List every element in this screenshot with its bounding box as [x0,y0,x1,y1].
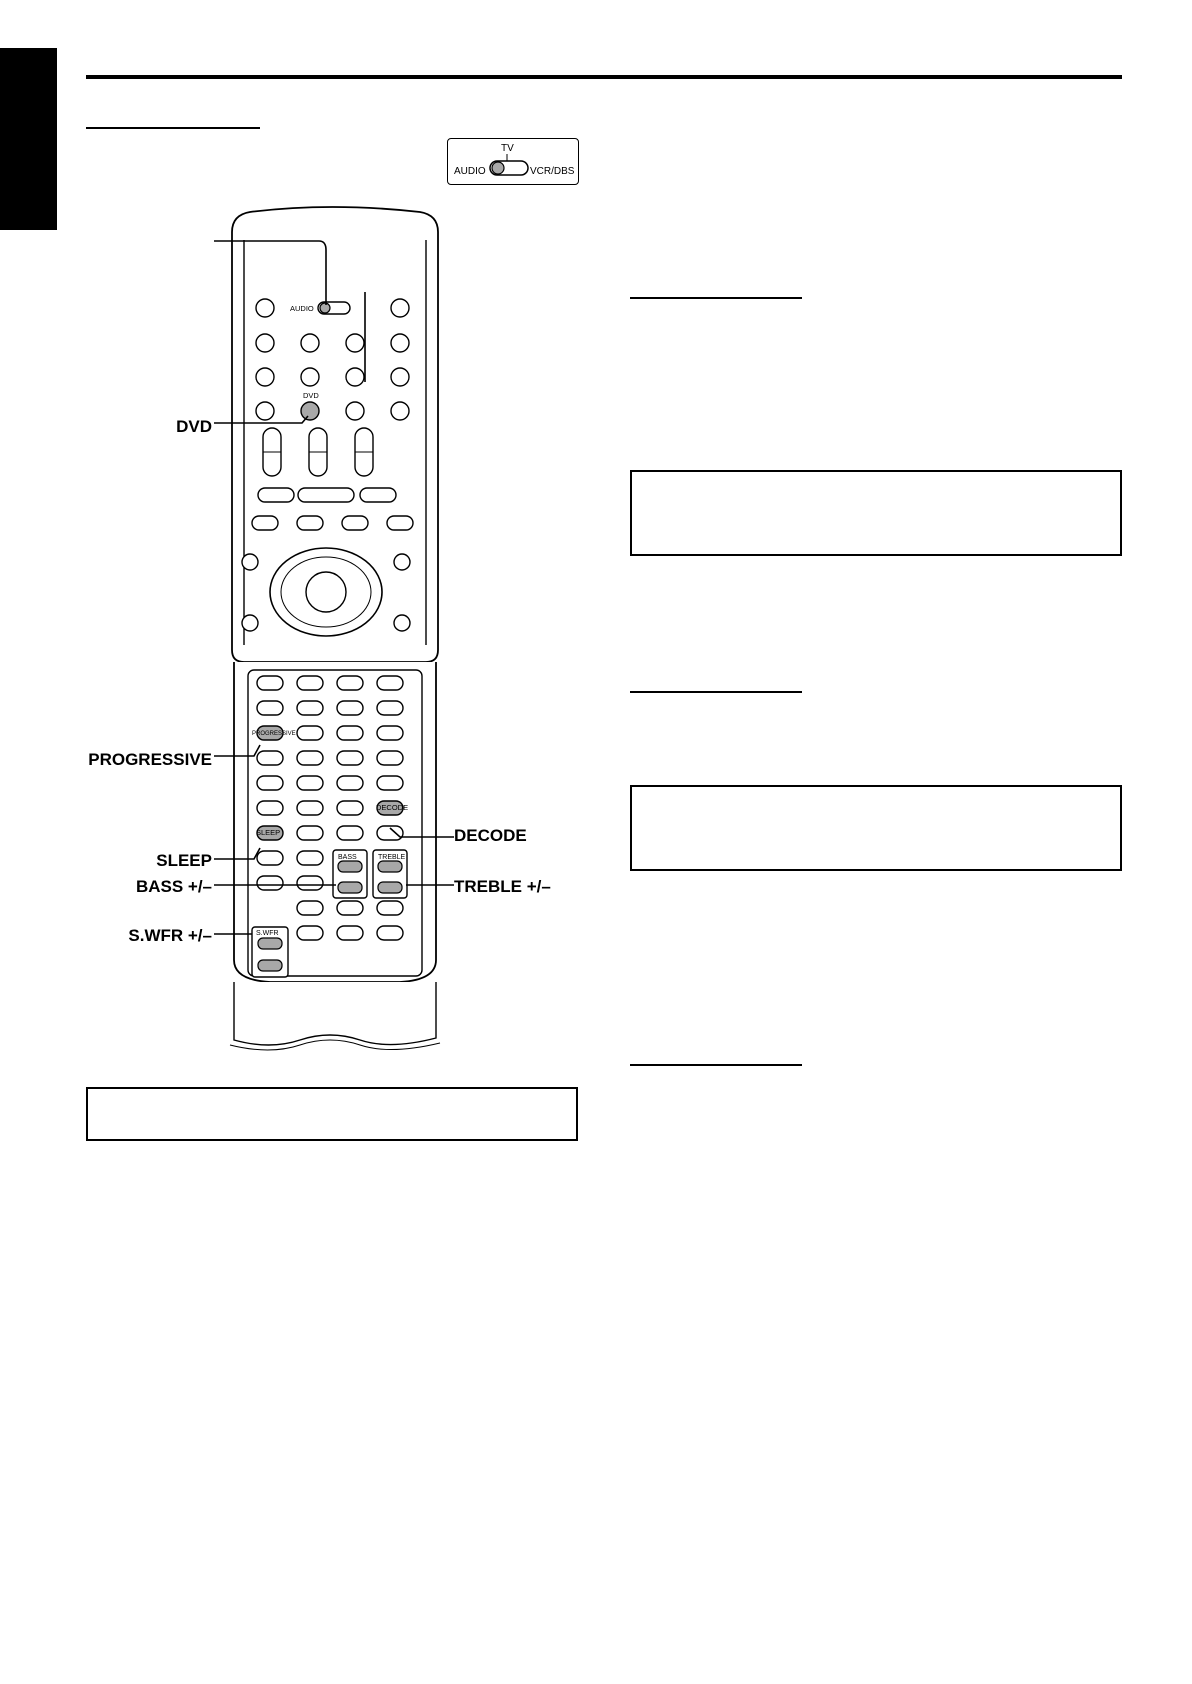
section-heading-rule-1 [86,127,260,129]
remote-key [297,901,323,915]
remote-label-decode: DECODE [376,803,409,812]
remote-key [337,751,363,765]
switch-label-audio: AUDIO [454,166,486,177]
remote-swfr-minus-key [258,960,282,971]
remote-key [337,776,363,790]
remote-key [377,901,403,915]
remote-oval-button [297,516,323,530]
remote-oval-button [387,516,413,530]
callout-treble: TREBLE +/– [454,877,551,896]
remote-label-sleep: SLEEP [256,828,281,837]
remote-round-button [242,554,258,570]
remote-key [377,676,403,690]
remote-key [297,751,323,765]
remote-key [297,801,323,815]
remote-swfr-plus-key [258,938,282,949]
remote-dvd-button [301,402,319,420]
remote-round-button [391,402,409,420]
section-heading-rule-2 [630,297,802,299]
callout-bass: BASS +/– [135,877,212,896]
remote-key [377,776,403,790]
callout-dvd: DVD [176,417,212,436]
remote-key [377,726,403,740]
remote-round-button [256,334,274,352]
remote-key [297,851,323,865]
switch-slider-icon [448,139,580,186]
remote-round-button [256,299,274,317]
language-side-tab [0,48,57,230]
remote-label-audio: AUDIO [290,304,314,313]
remote-round-button [394,615,410,631]
remote-bass-minus-key [338,882,362,893]
remote-key [337,726,363,740]
remote-oval-button [252,516,278,530]
remote-key [257,676,283,690]
remote-key [257,851,283,865]
remote-key [297,676,323,690]
callout-swfr: S.WFR +/– [128,926,212,945]
remote-key [297,826,323,840]
note-box-3 [86,1087,578,1141]
remote-round-button [346,368,364,386]
remote-round-button [394,554,410,570]
callout-decode: DECODE [454,826,527,845]
header-rule [86,75,1122,79]
remote-oval-button [258,488,294,502]
remote-round-button [256,368,274,386]
remote-round-button [256,402,274,420]
remote-oval-button [360,488,396,502]
remote-key [337,801,363,815]
remote-key [337,676,363,690]
switch-label-vcr-dbs: VCR/DBS [530,166,575,177]
remote-mode-switch [447,138,579,185]
remote-round-button [301,368,319,386]
remote-key [257,776,283,790]
remote-round-button [391,334,409,352]
remote-round-button [346,402,364,420]
remote-dpad-center [306,572,346,612]
remote-round-button [301,334,319,352]
remote-key [297,701,323,715]
note-box-1 [630,470,1122,556]
remote-round-button [242,615,258,631]
remote-round-button [346,334,364,352]
remote-oval-button [298,488,354,502]
remote-key [297,726,323,740]
remote-key [297,776,323,790]
remote-control-illustration [190,200,570,1060]
remote-key [257,876,283,890]
switch-label-tv: TV [501,143,514,154]
remote-key [337,926,363,940]
remote-key [337,701,363,715]
remote-key [297,926,323,940]
remote-key [297,876,323,890]
remote-key [257,801,283,815]
remote-audio-switch-knob [320,303,330,313]
remote-key [257,701,283,715]
callout-sleep: SLEEP [156,851,212,870]
remote-key [377,751,403,765]
remote-label-swfr: S.WFR [256,930,279,937]
remote-round-button [391,368,409,386]
remote-round-button [391,299,409,317]
remote-label-bass: BASS [338,854,357,861]
remote-label-progressive: PROGRESSIVE [252,731,296,737]
section-heading-rule-4 [630,1064,802,1066]
remote-treble-minus-key [378,882,402,893]
remote-key [377,701,403,715]
remote-key [377,926,403,940]
remote-label-treble: TREBLE [378,854,406,861]
callout-progressive: PROGRESSIVE [88,750,212,769]
remote-treble-plus-key [378,861,402,872]
section-heading-rule-3 [630,691,802,693]
remote-key [337,901,363,915]
note-box-2 [630,785,1122,871]
remote-bass-plus-key [338,861,362,872]
remote-key [257,751,283,765]
remote-oval-button [342,516,368,530]
remote-label-dvd: DVD [303,391,319,400]
remote-key [337,826,363,840]
